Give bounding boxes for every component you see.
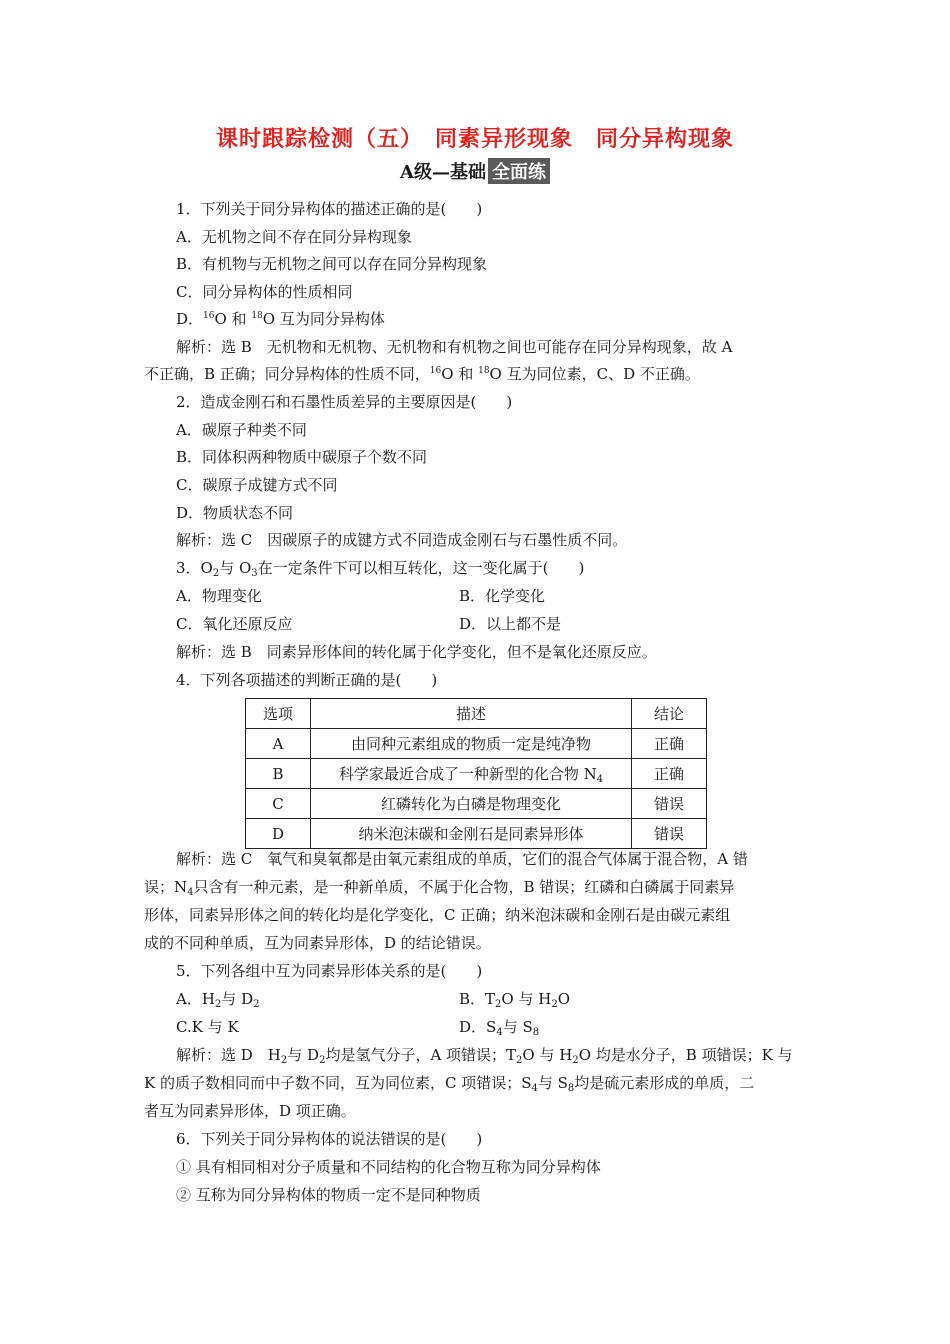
level-badge: 全面练 [488, 158, 550, 184]
q6-stem: 6．下列关于同分异构体的说法错误的是( ) [176, 1130, 483, 1148]
table-header-description: 描述 [311, 699, 632, 729]
q1-answer-line1: 解析：选 B 无机物和无机物、无机物和有机物之间也可能存在同分异构现象，故 A [176, 338, 733, 356]
table-cell-option: D [246, 819, 311, 849]
q1-option-c: C．同分异构体的性质相同 [176, 283, 353, 301]
q3-option-a: A．物理变化 [176, 587, 262, 605]
q4-stem: 4．下列各项描述的判断正确的是( ) [176, 671, 438, 689]
q1-option-d: D．$^{16}$O 和 $^{18}$O 互为同分异构体 [176, 310, 385, 328]
table-row [246, 729, 707, 759]
q2-option-d: D．物质状态不同 [176, 504, 294, 522]
table-cell-description: 纳米泡沫碳和金刚石是同素异形体 [311, 819, 632, 849]
q3-option-b: B．化学变化 [459, 587, 546, 605]
table-cell-description: 由同种元素组成的物质一定是纯净物 [311, 729, 632, 759]
table-cell-conclusion: 正确 [632, 729, 707, 759]
table-row [246, 819, 707, 849]
q2-option-c: C．碳原子成键方式不同 [176, 476, 338, 494]
q5-option-a: A．$H_2$与 $D_2$ [176, 990, 260, 1010]
level-heading [0, 158, 950, 184]
q5-option-d: D．$S_4$与 $S_8$ [459, 1018, 540, 1038]
q2-option-a: A．碳原子种类不同 [176, 421, 307, 439]
q5-answer-line2: K 的质子数相同而中子数不同，互为同位素，C 项错误；$S_4$与 $S_8$均是硫元素形成的单质，二 [144, 1074, 755, 1094]
table-cell-option: A [246, 729, 311, 759]
q3-stem: 3．$O_2$与 $O_3$在一定条件下可以相互转化，这一变化属于( ) [176, 559, 585, 579]
q1-option-a: A．无机物之间不存在同分异构现象 [176, 228, 412, 246]
q4-table [245, 698, 707, 849]
table-row [246, 759, 707, 789]
q3-answer: 解析：选 B 同素异形体间的转化属于化学变化，但不是氧化还原反应。 [176, 643, 657, 661]
table-row [246, 789, 707, 819]
table-cell-conclusion: 错误 [632, 819, 707, 849]
q5-answer-line3: 者互为同素异形体，D 项正确。 [144, 1102, 356, 1120]
table-cell-conclusion: 正确 [632, 759, 707, 789]
q5-option-b: B．$T_2O$ 与 $H_2O$ [459, 990, 571, 1010]
table-header-option: 选项 [246, 699, 311, 729]
q3-option-c: C．氧化还原反应 [176, 615, 293, 633]
q2-option-b: B．同体积两种物质中碳原子个数不同 [176, 448, 428, 466]
level-text: 基础 [449, 162, 486, 183]
table-cell-option: C [246, 789, 311, 819]
q1-answer-line2: 不正确，B 正确；同分异构体的性质不同，$^{16}$O 和 $^{18}$O 互为同位素，C、D 不正确。 [144, 365, 700, 383]
q4-answer-line1: 解析：选 C 氧气和臭氧都是由氧元素组成的单质，它们的混合气体属于混合物，A 错 [176, 850, 748, 868]
q5-answer-line1: 解析：选 D $H_2$与 $D_2$均是氢气分子，A 项错误；$T_2O$ 与 $H_2O$ 均是水分子，B 项错误；K 与 [176, 1046, 793, 1066]
q2-stem: 2．造成金刚石和石墨性质差异的主要原因是( ) [176, 393, 513, 411]
q4-answer-line2: 误；$N_4$只含有一种元素，是一种新单质，不属于化合物，B 错误；红磷和白磷属于同素异 [144, 878, 735, 898]
q6-item-1: ① 具有相同相对分子质量和不同结构的化合物互称为同分异构体 [176, 1158, 601, 1176]
q1-stem: 1．下列关于同分异构体的描述正确的是( ) [176, 200, 483, 218]
q6-item-2: ② 互称为同分异构体的物质一定不是同种物质 [176, 1186, 481, 1204]
table-header-row [246, 699, 707, 729]
page-title: 课时跟踪检测（五） 同素异形现象 同分异构现象 [215, 126, 734, 152]
q5-stem: 5．下列各组中互为同素异形体关系的是( ) [176, 962, 483, 980]
table-cell-description: 红磷转化为白磷是物理变化 [311, 789, 632, 819]
q3-option-d: D．以上都不是 [459, 615, 562, 633]
q2-answer: 解析：选 C 因碳原子的成键方式不同造成金刚石与石墨性质不同。 [176, 531, 628, 549]
table-cell-option: B [246, 759, 311, 789]
table-header-conclusion: 结论 [632, 699, 707, 729]
q1-option-b: B．有机物与无机物之间可以存在同分异构现象 [176, 255, 488, 273]
table-cell-conclusion: 错误 [632, 789, 707, 819]
q4-answer-line3: 形体，同素异形体之间的转化均是化学变化，C 正确；纳米泡沫碳和金刚石是由碳元素组 [144, 906, 731, 924]
q5-option-c: C.K 与 K [176, 1018, 239, 1036]
level-prefix: A级— [400, 162, 450, 183]
table-cell-description: 科学家最近合成了一种新型的化合物 $N_4$ [311, 759, 632, 789]
q4-answer-line4: 成的不同种单质，互为同素异形体，D 的结论错误。 [144, 934, 491, 952]
